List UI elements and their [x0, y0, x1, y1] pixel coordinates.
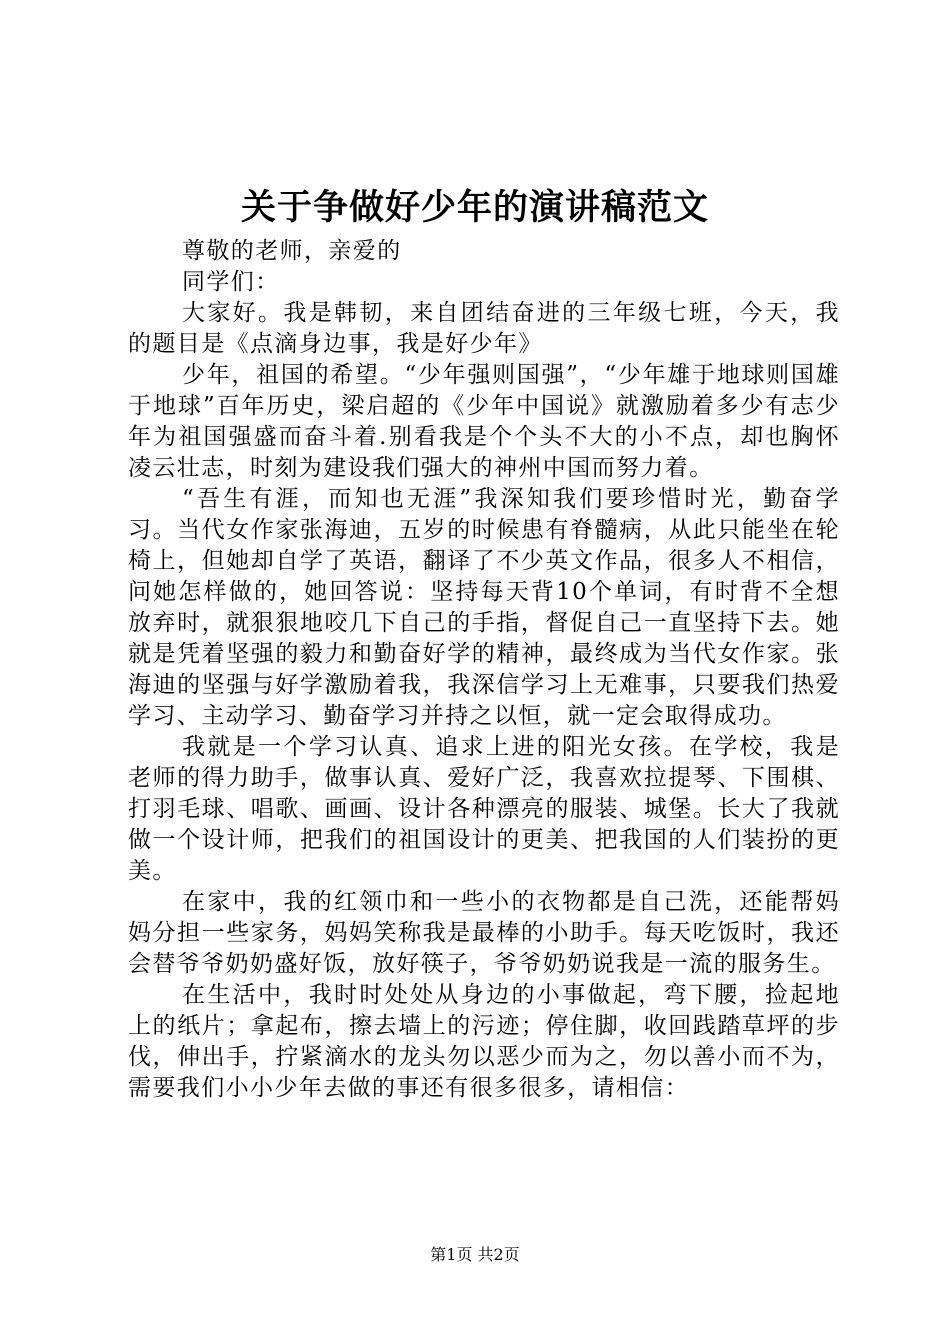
paragraph-intro: 大家好。我是韩韧，来自团结奋进的三年级七班，今天，我的题目是《点滴身边事，我是好少年》 [128, 300, 840, 357]
paragraph-school: 我就是一个学习认真、追求上进的阳光女孩。在学校，我是老师的得力助手，做事认真、爱好广泛，我喜欢拉提琴、下围棋、打羽毛球、唱歌、画画、设计各种漂亮的服装、城堡。长大了我就做一个设计师，把我们的祖国设计的更美、把我国的人们装扮的更美。 [128, 734, 840, 884]
paragraph-life: 在生活中，我时时处处从身边的小事做起，弯下腰，捡起地上的纸片；拿起布，擦去墙上的污迹；停住脚，收回践踏草坪的步伐，伸出手，拧紧滴水的龙头勿以恶少而为之，勿以善小而不为，需要我们小小少年去做的事还有很多很多，请相信： [128, 982, 840, 1101]
document-title: 关于争做好少年的演讲稿范文 [240, 187, 709, 228]
salutation-line-2: 同学们： [182, 269, 280, 295]
document-body [128, 236, 840, 1104]
paragraph-home: 在家中，我的红领巾和一些小的衣物都是自己洗，还能帮妈妈分担一些家务，妈妈笑称我是最棒的小助手。每天吃饭时，我还会替爷爷奶奶盛好饭，放好筷子，爷爷奶奶说我是一流的服务生。 [128, 889, 840, 977]
paragraph-study: “吾生有涯，而知也无涯”我深知我们要珍惜时光，勤奋学习。当代女作家张海迪，五岁的时候患有脊髓病，从此只能坐在轮椅上，但她却自学了英语，翻译了不少英文作品，很多人不相信，问她怎样做的，她回答说：坚持每天背10个单词，有时背不全想放弃时，就狠狠地咬几下自己的手指，督促自己一直坚持下去。她就是凭着坚强的毅力和勤奋好学的精神，最终成为当代女作家。张海迪的坚强与好学激励着我，我深信学习上无难事，只要我们热爱学习、主动学习、勤奋学习并持之以恒，就一定会取得成功。 [128, 486, 840, 729]
paragraph-youth: 少年，祖国的希望。“少年强则国强”，“少年雄于地球则国雄于地球”百年历史，梁启超的《少年中国说》就激励着多少有志少年为祖国强盛而奋斗着.别看我是个个头不大的小不点，却也胸怀凌云壮志，时刻为建设我们强大的神州中国而努力着。 [128, 362, 840, 481]
page-number-footer: 第1页 共2页 [430, 1245, 520, 1264]
salutation-line-1: 尊敬的老师，亲爱的 [182, 238, 402, 264]
